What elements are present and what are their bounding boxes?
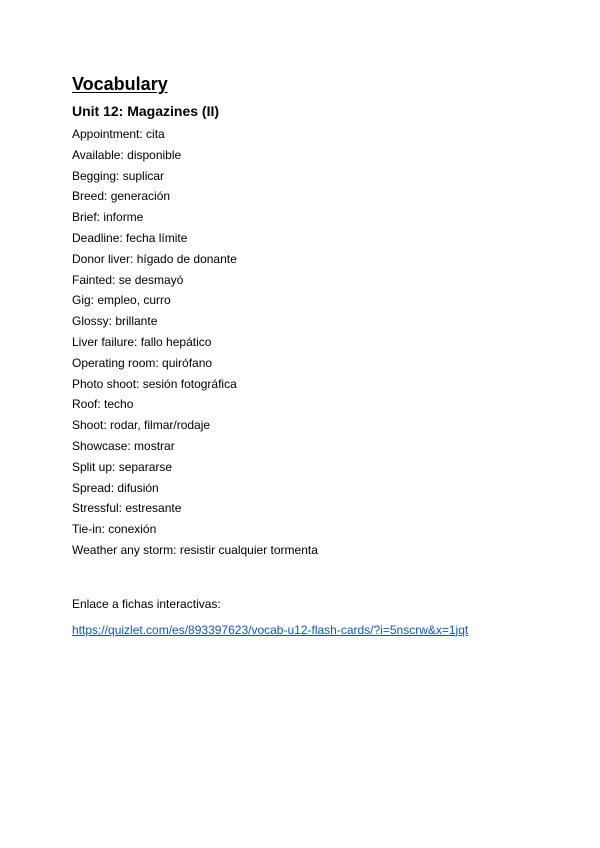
vocab-item: Gig: empleo, curro — [72, 293, 171, 308]
vocab-item: Shoot: rodar, filmar/rodaje — [72, 418, 211, 433]
vocab-item: Fainted: se desmayó — [72, 272, 184, 287]
document-title: Vocabulary — [72, 74, 168, 94]
vocab-item: Available: disponible — [72, 147, 182, 162]
document-page — [72, 72, 532, 639]
vocab-item: Split up: separarse — [72, 459, 173, 474]
vocab-item: Roof: techo — [72, 397, 134, 412]
vocab-item: Donor liver: hígado de donante — [72, 251, 237, 266]
vocab-item: Breed: generación — [72, 189, 171, 204]
vocab-item: Photo shoot: sesión fotográfica — [72, 376, 237, 391]
vocab-item: Deadline: fecha límite — [72, 230, 188, 245]
vocab-item: Stressful: estresante — [72, 501, 182, 516]
vocab-item: Showcase: mostrar — [72, 438, 175, 453]
vocabulary-list — [72, 124, 532, 561]
vocab-item: Spread: difusión — [72, 480, 159, 495]
vocab-item: Operating room: quirófano — [72, 355, 213, 370]
vocab-item: Tie-in: conexión — [72, 522, 157, 537]
vocab-item: Begging: suplicar — [72, 168, 165, 183]
vocab-item: Brief: informe — [72, 210, 144, 225]
unit-heading: Unit 12: Magazines (II) — [72, 103, 220, 119]
quizlet-flashcards-link[interactable]: https://quizlet.com/es/893397623/vocab-u12-flash-cards/?i=5nscrw&x=1jqt — [72, 622, 469, 637]
vocab-item: Glossy: brillante — [72, 314, 158, 329]
vocab-item: Weather any storm: resistir cualquier tormenta — [72, 542, 318, 557]
flashcards-link-label: Enlace a fichas interactivas: — [72, 596, 221, 611]
vocab-item: Appointment: cita — [72, 127, 165, 141]
vocab-item: Liver failure: fallo hepático — [72, 334, 212, 349]
